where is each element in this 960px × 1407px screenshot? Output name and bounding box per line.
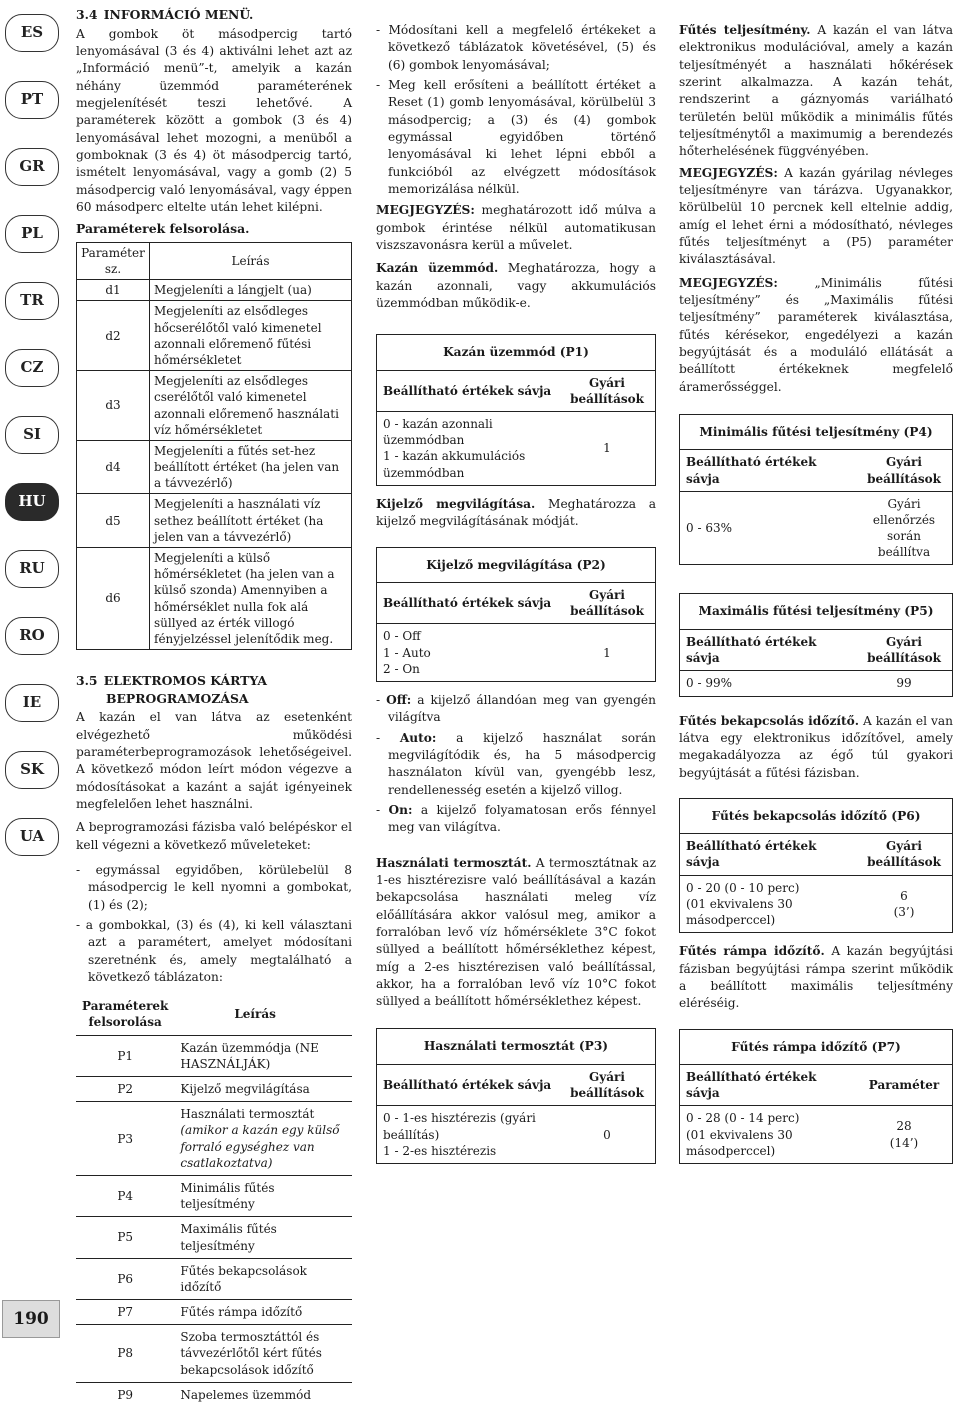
note-paragraph	[679, 275, 953, 396]
p4-table	[679, 414, 953, 566]
default-value-time: (14’)	[889, 1135, 919, 1150]
param-code: P9	[117, 1387, 134, 1402]
param-desc-main: Használati termosztát	[180, 1107, 315, 1122]
param-code: d3	[77, 371, 150, 441]
section-3-4-title: 3.4 INFORMÁCIÓ MENÜ.	[76, 7, 254, 22]
bullet-item: - Módosítani kell a megfelelő értékeket a következő táblázatok követésével, (5) és (6) gombok lenyomásával;	[376, 23, 656, 72]
auto-text: a kijelző használat során megvilágítódik és, ha 5 másodpercig használaton kívül van, gyengébb lesz, rendellenesség esetén a kijelző villog.	[388, 730, 656, 797]
table-row	[76, 1175, 352, 1216]
table-row	[77, 548, 352, 650]
note-text: A kazán gyárilag névleges teljesítményre van tárázva. Ugyanakkor, körülbelül 10 percnek kell eltelnie addig, amíg el lehet érni a módosítható, névleges fűtés teljesítményt a (P5) paraméter kiválasztásával.	[679, 165, 953, 267]
param-code: d1	[77, 280, 150, 301]
param-code: P5	[76, 1217, 174, 1258]
section-3-5-title-line2: BEPROGRAMOZÁSA	[106, 690, 249, 706]
lang-tab-pt[interactable]: PT	[5, 81, 59, 119]
p6-table-title: Fűtés bekapcsolás időzítő (P6)	[680, 798, 953, 833]
header-default: Gyári beállítások	[559, 1064, 656, 1105]
header-range: Beállítható értékek sávja	[680, 834, 857, 875]
lang-tab-ua[interactable]: UA	[5, 818, 59, 856]
table-row	[77, 494, 352, 548]
param-desc: Megjeleníti a külső hőmérsékletet (ha jelen van a külső szonda) Amennyiben a hőmérséklet nulla fok alá süllyed az érték villogó fényjelzéssel jelenítődik meg.	[150, 548, 352, 650]
param-code: P7	[76, 1300, 174, 1325]
table-row	[76, 1102, 352, 1176]
param-code: P4	[76, 1175, 174, 1216]
p3-table-title: Használati termosztát (P3)	[377, 1029, 656, 1064]
range-line: (01 ekvivalens 30 másodperccel)	[686, 896, 793, 928]
table-row	[77, 280, 352, 301]
range-cell	[680, 875, 857, 933]
default-value: 28	[896, 1119, 912, 1134]
ramp-paragraph	[679, 943, 953, 1012]
table-row	[77, 440, 352, 494]
note-paragraph	[376, 202, 656, 254]
range-line: 0 - kazán azonnali üzemmódban	[383, 417, 493, 448]
range-line: 1 - kazán akkumulációs üzemmódban	[383, 449, 526, 480]
section-3-5-paragraph-1: A kazán el van látva az esetenként elvégezhető működési paraméterbeprogramozások lehetőségeivel. A következő módon leírt módon végezve a módosításokat a kazánt a saját igényeinek megfelelően lehet használni.	[76, 710, 352, 811]
section-3-5-title: 3.5 ELEKTROMOS KÁRTYA	[76, 673, 268, 689]
header-default: Paraméter	[856, 1065, 953, 1106]
p6-table	[679, 798, 953, 933]
param-desc: Megjeleníti a lángjelt (ua)	[150, 280, 352, 301]
thermostat-label: Használati termosztát.	[376, 855, 532, 870]
param-desc: Megjeleníti a használati víz sethez beállított értéket (ha jelen van a távvezérlő)	[150, 494, 352, 548]
bullet-item: - Meg kell erősíteni a beállított értéket a Reset (1) gomb lenyomásával, körülbelül 3 másodpercig; a (3) és (4) gombok egymással egyidőben történő lenyomásával ki lehet lépni ebből a funkcióból az elvégzett módosítások memorizálása nélkül.	[376, 77, 656, 196]
default-value: Gyári ellenőrzés során beállítva	[872, 496, 936, 560]
table-row	[77, 301, 352, 371]
column-2	[376, 22, 656, 1174]
bullet-item: - egymással egyidőben, körülebelül 8 másodpercig le kell nyomni a gombokat, (1) és (2);	[76, 862, 352, 912]
timer-label: Fűtés bekapcsolás időzítő.	[679, 713, 859, 728]
header-range: Beállítható értékek sávja	[680, 629, 857, 670]
note-label: MEGJEGYZÉS:	[679, 165, 778, 180]
p5-table-title: Maximális fűtési teljesítmény (P5)	[680, 594, 953, 629]
table-row	[76, 1325, 352, 1383]
table-row	[76, 1077, 352, 1102]
thermostat-paragraph	[376, 855, 656, 1011]
default-value: 99	[896, 676, 912, 691]
param-desc: Maximális fűtés teljesítmény	[174, 1217, 352, 1258]
range-line: 0 - 1-es hisztérezis (gyári beállítás)	[383, 1111, 536, 1142]
lang-tab-sk[interactable]: SK	[5, 751, 59, 789]
bullet-auto: - Auto: a kijelző használat során megvilágítódik és, ha 5 másodpercig használaton kívül van, gyengébb lesz, rendellenesség esetén a kijelző villog.	[376, 730, 656, 797]
p7-table-title: Fűtés rámpa időzítő (P7)	[680, 1029, 953, 1064]
table-row	[76, 1382, 352, 1407]
range-line: 0 - 28 (0 - 14 perc)	[686, 1111, 800, 1126]
range-line: 1 - Auto	[383, 645, 431, 660]
param-code: P1	[76, 1035, 174, 1076]
table-row	[76, 1217, 352, 1258]
ramp-label: Fűtés rámpa időzítő.	[679, 944, 825, 959]
param-code: P8	[76, 1325, 174, 1383]
p7-table	[679, 1029, 953, 1164]
param-code: P6	[76, 1258, 174, 1299]
note-text: „Minimális fűtési teljesítmény” és „Maximális fűtési teljesítmény” paraméterek kiválasztása, fűtés kérésekor, engedélyezi a kazán begyújtását és a moduláló ellátását a beállított értékeknek megfelelő áramerősséggel.	[679, 275, 953, 394]
display-label: Kijelző megvilágítása.	[376, 496, 536, 511]
lang-tab-ru[interactable]: RU	[5, 550, 59, 588]
note-paragraph	[679, 165, 953, 269]
boiler-mode-paragraph	[376, 260, 656, 312]
table-header-desc: Leírás	[174, 994, 352, 1035]
program-params-table	[76, 994, 352, 1407]
param-desc: Megjeleníti a fűtés set-hez beállított értéket (ha jelen van a távvezérlő)	[150, 440, 352, 494]
lang-tab-ro[interactable]: RO	[5, 617, 59, 655]
power-label: Fűtés teljesítmény.	[679, 23, 811, 37]
header-range: Beállítható értékek sávja	[680, 1065, 857, 1106]
range-line: 1 - 2-es hisztérezis	[383, 1143, 497, 1158]
p1-table-title: Kazán üzemmód (P1)	[377, 335, 656, 370]
p3-table	[376, 1028, 656, 1163]
power-text: A kazán el van látva elektronikus modulációval, amely a kazán teljesítményét a használati hőkérések szerint alkalmazza. A kazán tehát, rendszerint a gáznyomás variálható területén belül működik a minimális fűtés teljesítménytől a maximumig a berendezés hőterhelésének függvényében.	[679, 23, 953, 159]
table-row	[76, 1300, 352, 1325]
param-desc: Minimális fűtés teljesítmény	[174, 1175, 352, 1216]
p1-table	[376, 334, 656, 486]
note-text: meghatározott idő múlva a gombok érintése nélkül automatikusan viszszavonásra kerül a művelet.	[376, 203, 656, 252]
on-text: a kijelző folyamatosan erős fénnyel meg van világítva.	[388, 802, 656, 835]
range-cell	[377, 624, 560, 682]
param-code: d5	[77, 494, 150, 548]
range-cell	[680, 1106, 857, 1164]
language-sidebar	[0, 0, 62, 1336]
header-default: Gyári beállítások	[559, 370, 656, 411]
lang-tab-tr[interactable]: TR	[5, 282, 59, 320]
lang-tab-si[interactable]: SI	[5, 416, 59, 454]
range-line: 0 - 20 (0 - 10 perc)	[686, 880, 800, 895]
column-3	[679, 22, 953, 1174]
lang-tab-pl[interactable]: PL	[5, 215, 59, 253]
bullet-item: - a gombokkal, (3) és (4), ki kell választani azt a paramétert, amelyet módosítani szeretnénk és, amely megtalálható a következő táblázaton:	[76, 917, 352, 984]
default-value: 6	[900, 888, 908, 903]
param-desc: Napelemes üzemmód	[180, 1387, 312, 1402]
bullet-on: - On: a kijelző folyamatosan erős fénnyel meg van világítva.	[376, 802, 656, 835]
param-code: P3	[76, 1102, 174, 1176]
param-code: d6	[77, 548, 150, 650]
display-paragraph	[376, 496, 656, 531]
table-header-desc: Leírás	[150, 242, 352, 279]
param-desc-italic: (amikor a kazán egy külső forraló egységhez van csatlakoztatva)	[180, 1123, 340, 1170]
info-params-table	[76, 242, 352, 650]
table-row	[76, 1035, 352, 1076]
table-row	[76, 1258, 352, 1299]
on-label: On:	[388, 802, 413, 817]
param-desc: Kijelző megvilágítása	[174, 1077, 352, 1102]
param-desc	[174, 1102, 352, 1176]
lang-tab-es[interactable]: ES	[5, 14, 59, 52]
param-desc: Megjeleníti az elsődleges cserélőtől való kimenetel azonnali előremenő használati víz hőmérsékletet	[150, 371, 352, 441]
column-1	[76, 4, 352, 1407]
lang-tab-cz[interactable]: CZ	[5, 349, 59, 387]
note-label: MEGJEGYZÉS:	[679, 275, 778, 290]
p2-table-title: Kijelző megvilágítása (P2)	[377, 547, 656, 582]
off-label: Off:	[386, 692, 412, 707]
section-3-5-paragraph-2: A beprogramozási fázisba való belépéskor el kell végezni a következő műveleteket:	[76, 820, 352, 852]
thermostat-text: A termosztátnak az 1-es hisztérezisre való beállításával a kazán bekapcsolása használati meleg víz előállítására akkor valósul meg, amikor a forralóban levő víz hőmérséklete 3°C fokot süllyed a beállított hőmérséklethez képest, míg a 2-es hisztérezisen való beállítással, akkor, ha a forralóban levő víz 10°C fokot süllyed a beállított hőmérséklethez képest.	[376, 855, 656, 1009]
param-code: d2	[77, 301, 150, 371]
p5-table	[679, 593, 953, 696]
p4-table-title: Minimális fűtési teljesítmény (P4)	[680, 414, 953, 449]
default-cell	[856, 1106, 953, 1164]
lang-tab-ie[interactable]: IE	[5, 684, 59, 722]
off-text: a kijelző állandóan meg van gyengén világítva	[388, 692, 656, 725]
timer-text: A kazán el van látva egy elektronikus időzítővel, amely megakadályozza az égő túl gyakori begyújtását a fűtési fázisban.	[679, 713, 953, 780]
ramp-text: A kazán begyújtási fázisban begyújtási rámpa szerint működik a beállított maximális teljesítmény eléréséig.	[679, 944, 953, 1011]
page-number: 190	[2, 1300, 60, 1338]
boiler-mode-text: Meghatározza, hogy a kazán azonnali, vagy akkumulációs üzemmódban működik-e.	[376, 261, 656, 310]
param-desc: Fűtés bekapcsolások időzítő	[174, 1258, 352, 1299]
param-desc: Kazán üzemmódja (NE HASZNÁLJÁK)	[174, 1035, 352, 1076]
timer-paragraph	[679, 713, 953, 782]
header-default: Gyári beállítások	[559, 582, 656, 623]
default-cell	[856, 875, 953, 933]
default-value: 1	[603, 441, 611, 456]
note-label: MEGJEGYZÉS:	[376, 203, 475, 218]
header-default: Gyári beállítások	[856, 450, 953, 491]
header-default: Gyári beállítások	[856, 629, 953, 670]
section-3-4-paragraph: A gombok öt másodpercig tartó lenyomásával (3 és 4) aktiválni lehet azt az „Információ menü”-t, amelyik a kazán néhány üzemmód paraméterének megjelenítését teszi lehetővé. A paraméterek között a gombok (3 és 4) lenyomásával lehet mozogni, a menüből a gomboknak (3 és 4) öt másodpercig tartó, ismételt lenyomásával, vagy a gomb (2) 5 másodpercig való lenyomásával, vagy éppen 60 másodperc eltelte után lehet kilépni.	[76, 26, 352, 214]
range-cell: 0 - 63%	[686, 521, 732, 536]
header-range: Beállítható értékek sávja	[377, 582, 560, 623]
p2-table	[376, 547, 656, 682]
header-range: Beállítható értékek sávja	[377, 1064, 560, 1105]
param-code: d4	[77, 440, 150, 494]
power-paragraph	[679, 22, 953, 161]
table-header-params-list: Paraméterek felsorolása	[76, 994, 174, 1035]
table-header-param: Paraméter sz.	[77, 242, 150, 279]
header-default: Gyári beállítások	[856, 834, 953, 875]
param-code: P2	[76, 1077, 174, 1102]
range-cell	[377, 412, 560, 486]
range-cell	[377, 1106, 560, 1164]
default-value-time: (3’)	[893, 904, 915, 919]
param-desc: Fűtés rámpa időzítő	[174, 1300, 352, 1325]
params-heading: Paraméterek felsorolása.	[76, 221, 250, 237]
header-range: Beállítható értékek sávja	[377, 370, 560, 411]
range-line: 0 - Off	[383, 629, 421, 644]
lang-tab-gr[interactable]: GR	[5, 148, 59, 186]
default-value: 1	[603, 645, 611, 660]
lang-tab-hu[interactable]: HU	[5, 483, 59, 521]
header-range: Beállítható értékek sávja	[680, 450, 857, 491]
auto-label: Auto:	[399, 730, 437, 745]
range-cell: 0 - 99%	[686, 676, 732, 691]
param-desc: Szoba termosztáttól és távvezérlőtől kért fűtés bekapcsolások időzítő	[174, 1325, 352, 1383]
boiler-mode-label: Kazán üzemmód.	[376, 261, 499, 276]
default-value: 0	[603, 1127, 611, 1142]
display-text: Meghatározza a kijelző megvilágításának módját.	[376, 496, 656, 529]
param-desc: Megjeleníti az elsődleges hőcserélőtől való kimenetel azonnali előremenő fűtési hőmérsékletet	[150, 301, 352, 371]
bullet-off: - Off: a kijelző állandóan meg van gyengén világítva	[376, 692, 656, 725]
range-line: 2 - On	[383, 661, 420, 676]
range-line: (01 ekvivalens 30 másodperccel)	[686, 1127, 793, 1158]
table-row	[77, 371, 352, 441]
